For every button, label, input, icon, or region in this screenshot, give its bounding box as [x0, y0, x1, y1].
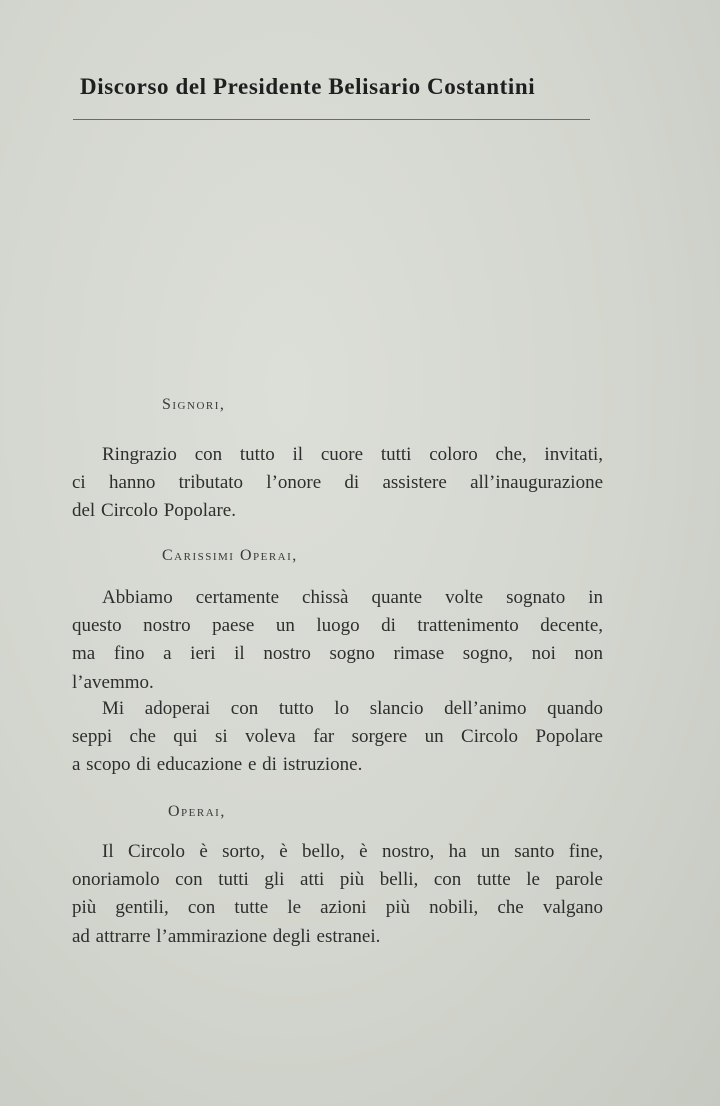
page-title: Discorso del Presidente Belisario Costantini	[80, 74, 536, 99]
text-line: più gentili, con tutte le azioni più nobili, che valgano	[72, 897, 603, 919]
text-line: ci hanno tributato l’onore di assistere all’inaugurazione	[72, 472, 603, 494]
text-line: questo nostro paese un luogo di trattenimento decente,	[72, 615, 603, 637]
text-line: Abbiamo certamente chissà quante volte sognato in	[102, 587, 603, 608]
salutation-operai: Operai,	[168, 803, 226, 820]
text-line: l’avemmo.	[72, 671, 154, 693]
salutation-carissimi-operai: Carissimi Operai,	[162, 547, 298, 564]
text-line: onoriamolo con tutti gli atti più belli, con tutte le parole	[72, 869, 603, 891]
text-line: ad attrarre l’ammirazione degli estranei.	[72, 925, 381, 947]
text-line: Ringrazio con tutto il cuore tutti coloro che, invitati,	[102, 444, 603, 465]
title-divider	[73, 119, 590, 120]
text-line: Il Circolo è sorto, è bello, è nostro, ha un santo fine,	[102, 841, 603, 862]
paragraph-mi-adoperai	[72, 695, 603, 780]
salutation-signori: Signori,	[162, 396, 226, 413]
text-line: a scopo di educazione e di istruzione.	[72, 754, 363, 776]
paragraph-il-circolo	[72, 838, 603, 951]
paragraph-abbiamo	[72, 584, 603, 697]
text-line: ma fino a ieri il nostro sogno rimase sogno, noi non	[72, 643, 603, 665]
paragraph-ringrazio	[72, 441, 603, 526]
text-line: Mi adoperai con tutto lo slancio dell’animo quando	[102, 698, 603, 719]
text-line: seppi che qui si voleva far sorgere un Circolo Popolare	[72, 726, 603, 748]
text-line: del Circolo Popolare.	[72, 500, 236, 522]
